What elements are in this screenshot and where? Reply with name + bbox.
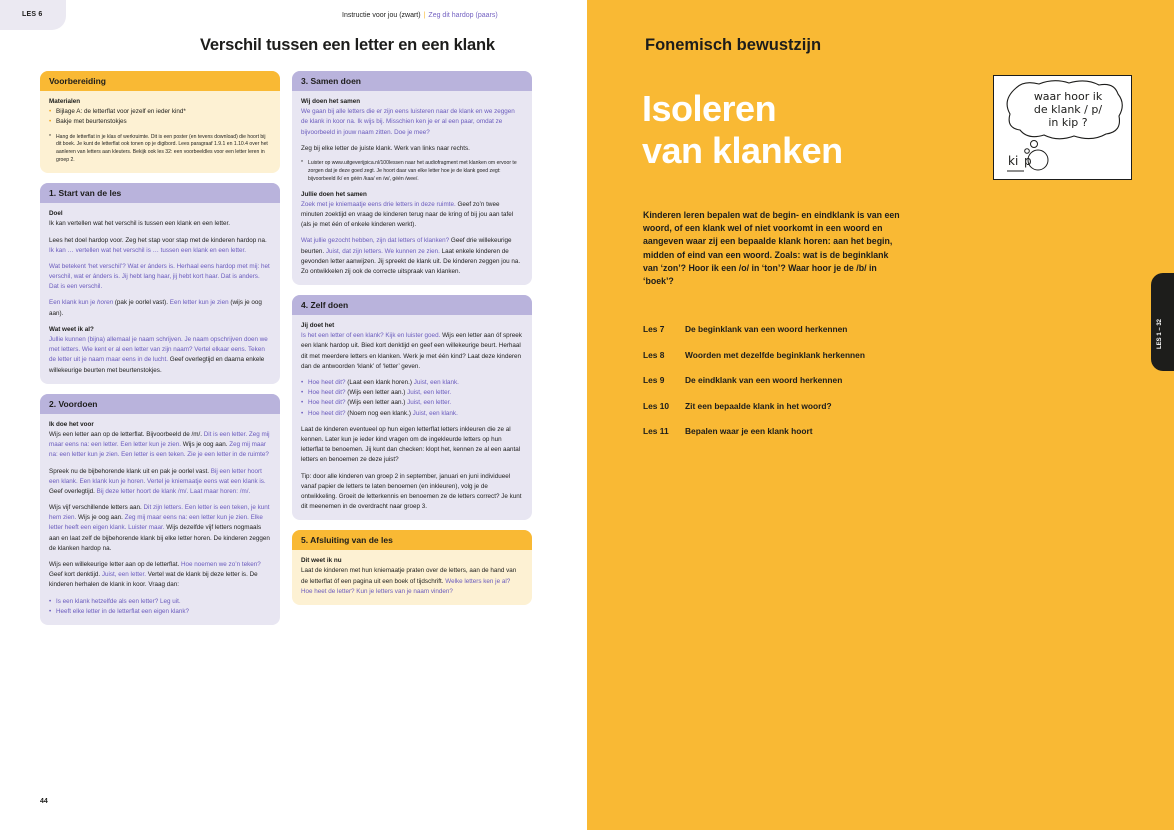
materials-list — [49, 107, 271, 127]
list-item: • Heeft elke letter in de letterflat een eigen klank? — [49, 607, 271, 617]
voordoen-title: 2. Voordoen — [40, 394, 280, 414]
lesson-row: Les 9 De eindklank van een woord herkennen — [643, 375, 843, 385]
legend-purple: Zeg dit hardop (paars) — [428, 12, 498, 19]
lesson-row: Les 7 De beginklank van een woord herkennen — [643, 324, 848, 334]
speech-bubble-illustration — [993, 75, 1132, 180]
samen-title: 3. Samen doen — [292, 71, 532, 91]
start-box: 1. Start van de les Doel Ik kan vertellen wat het verschil is tussen een klank en een letter. Lees het doel hardop voor. Zeg het stap voor stap met de kinderen hardop na. Ik kan … vertellen wat het verschil is … tussen een klank en een letter. Wat betekent ‘het verschil’? Wat er ánders is. Herhaal eens hardop met mij: het verschil, wat er ánders is. Jij hebt lang haar, jij hebt kort haar. Dat is anders. Dat is een verschil. Een klank kun je horen (pak je oorlel vast). Een letter kun je zien (wijs je oog aan). Wat weet ik al? Jullie kunnen (bijna) allemaal je naam schrijven. Je naam opschrijven doen we met letters. Wie kent er al een letter van zijn naam? Vertel elkaar eens. Teken de letter uit je naam maar eens in de lucht. Geef overlegtijd en daarna enkele willekeurige beurten met beurtenstokjes. — [40, 183, 280, 384]
intro-text: Kinderen leren bepalen wat de begin- en eindklank is van een woord, of een klank wel of niet voorkomt in een woord en aangeven waar zij een bepaalde klank horen: aan het begin, midden of eind van een woord. Zoals: wat is de beginklank van ‘zon’? Hoor ik een /o/ in ‘ton’? Waar hoor je de /b/ in ‘boek’? — [643, 210, 900, 286]
lesson-row: Les 10 Zit een bepaalde klank in het woord? — [643, 400, 832, 411]
list-item: • Hoe heet dit? (Wijs een letter aan.) Juist, een letter. — [301, 398, 523, 408]
samen-box: 3. Samen doen Wij doen het samen We gaan bij alle letters die er zijn eens luisteren naar de klank en we zeggen de klank in koor na. Ik wijs bij. Misschien ken je er al een paar, omdat ze bijvoorbeeld in jouw naam zitten. Doe je mee? Zeg bij elke letter de juiste klank. Werk van links naar rechts. * Luister op www.uitgeverijpica.nl/100lessen naar het audiofragment met klanken om ervoor te zorgen dat je deze goed zegt. Je hoort daar van elke letter hoe je de klank goed zegt: bijvoorbeeld /k/ en géén /kaa/ en /w/, géén /wee/. Jullie doen het samen Zoek met je kniemaatje eens drie letters in deze ruimte. Geef zo’n twee minuten zoektijd en vraag de kinderen terug naar de kring of bij jou aan tafel (als je met één of enkele kinderen werkt). Wat jullie gezocht hebben, zijn dat letters of klanken? Geef drie willekeurige beurten. Juist, dat zijn letters. We kunnen ze zien. Laat enkele kinderen de gevonden letter aanwijzen. Jij spreekt de klank uit. De kinderen zeggen jou na. Zo ontwikkelen zij ook de correcte uitspraak van klanken. — [292, 71, 532, 285]
lesson-row: Les 11 Bepalen waar je een klank hoort — [643, 426, 813, 436]
lesson-row: Les 8 Woorden met dezelfde beginklank herkennen — [643, 349, 865, 360]
chapter-side-tab: LES 1 – 32 — [1151, 273, 1174, 371]
afsluiting-box: 5. Afsluiting van de les Dit weet ik nu Laat de kinderen met hun kniemaatje praten over de letters, aan de hand van de letterflat óf een pagina uit een boek of tijdschrift. Welke letters ken je al? Hoe heet de letter? Kun je letters van je naam vinden? — [292, 530, 532, 605]
voorbereiding-box — [40, 71, 280, 173]
page-number: 44 — [40, 798, 48, 805]
preparation-note: * Hang de letterflat in je klas of werkruimte. Dit is een poster (en tevens download) die hoort bij dit boek. Je kunt de letterflat ook tonen op je digibord. Lees paragraaf 1.9.1 en 1.10.4 over het aanleren van letters aan kleuters. Bekijk ook les 32: een voorbeeldles voor een letter leren in groep 2. — [49, 134, 271, 166]
legend-header — [342, 12, 498, 19]
list-item: • Bijlage A: de letterflat voor jezelf en ieder kind* — [49, 107, 271, 117]
les-tab: LES 6 — [0, 0, 66, 30]
audio-note: * Luister op www.uitgeverijpica.nl/100lessen naar het audiofragment met klanken om ervoor te zorgen dat je deze goed zegt. Je hoort daar van elke letter hoe je de klank goed zegt: bijvoorbeeld /k/ en géén /kaa/ en /w/, géén /wee/. — [301, 160, 523, 184]
left-column — [40, 71, 280, 635]
know-label: Wat weet ik al? — [49, 325, 94, 333]
list-item: • Hoe heet dit? (Noem nog een klank.) Juist, een klank. — [301, 409, 523, 419]
section-label: Fonemisch bewustzijn — [645, 36, 822, 54]
materials-label: Materialen — [49, 98, 81, 105]
kip-word: ki p — [1008, 154, 1032, 168]
list-item: • Bakje met beurtenstokjes — [49, 117, 271, 127]
afsluiting-title: 5. Afsluiting van de les — [292, 530, 532, 550]
legend-separator: | — [423, 12, 426, 19]
right-page — [587, 0, 1174, 830]
page-title: Verschil tussen een letter en een klank — [200, 36, 495, 54]
voordoen-box: 2. Voordoen Ik doe het voor Wijs een letter aan op de letterflat. Bijvoorbeeld de /m/. Dit is een letter. Zeg mij maar eens na: een letter. Een letter kun je zien. Wijs je oog aan. Zeg mij maar na: een letter kun je zien. Een letter is een teken. Zie je een letter in de ruimte? Spreek nu de bijbehorende klank uit en pak je oorlel vast. Bij een letter hoort een klank. Een klank kun je horen. Vertel je kniemaatje eens wat een klank is. Geef overlegtijd. Bij deze letter hoort de klank /m/. Laat maar horen: /m/. Wijs vijf verschillende letters aan. Dit zijn letters. Een letter is een teken, je kunt hem zien. Wijs je oog aan. Zeg mij maar eens na: een letter kun je zien. Elke letter heeft een eigen klank. Luister maar. Wijs dezelfde vijf letters nogmaals aan en laat zelf de bijbehorende klank bij elke letter horen. De kinderen zeggen de klanken hardop na. Wijs een willekeurige letter aan op de letterflat. Hoe noemen we zo’n teken? Geef kort denktijd. Juist, een letter. Vertel wat de klank bij deze letter is. De kinderen herhalen de klank in koor. Vraag dan: • Is een klank hetzelfde als een letter? Leg uit. • Heeft elke letter in de letterflat een eigen klank? — [40, 394, 280, 625]
question-list — [49, 597, 271, 617]
legend-black: Instructie voor jou (zwart) — [342, 12, 421, 19]
zelf-title: 4. Zelf doen — [292, 295, 532, 315]
doel-label: Doel — [49, 210, 63, 218]
list-item: • Hoe heet dit? (Laat een klank horen.) Juist, een klank. — [301, 378, 523, 388]
lesson-list — [643, 324, 865, 452]
zelf-box: 4. Zelf doen Jij doet het Is het een letter of een klank? Kijk en luister goed. Wijs een letter aan óf spreek een klank hardop uit. Bied kort denktijd en geef een willekeurige beurt. Herhaal dit met meerdere letters en klanken. Werk je met één kind? Laat deze kinderen dan de antwoorden ‘klank’ of ‘letter’ geven. • Hoe heet dit? (Laat een klank horen.) Juist, een klank. • Hoe heet dit? (Wijs een letter aan.) Juist, een letter. • Hoe heet dit? (Wijs een letter aan.) Juist, een letter. • Hoe heet dit? (Noem nog een klank.) Juist, een klank. Laat de kinderen eventueel op hun eigen letterflat letters inkleuren die ze al kennen. Later kun je ieder kind vragen om de ingekleurde letters op hun letterflat te benoemen. Jij kunt dan checken: klopt het, kennen ze al een aantal letters en benoemen ze deze juist? Tip: door alle kinderen van groep 2 in september, januari en juni individueel vanaf papier de letters te laten benoemen (en inkleuren), volg je de ontwikkeling. Groeit de letterkennis en benoemen ze de letters correct? Je kunt dit meenemen in de overdracht naar groep 3. — [292, 295, 532, 520]
start-title: 1. Start van de les — [40, 183, 280, 203]
middle-column — [292, 71, 532, 615]
voorbereiding-title: Voorbereiding — [40, 71, 280, 91]
question-list — [301, 378, 523, 419]
bubble-text: waar hoor ik de klank / p/ in kip ? — [1033, 90, 1103, 129]
list-item: • Hoe heet dit? (Wijs een letter aan.) Juist, een letter. — [301, 388, 523, 398]
chapter-title: Isoleren van klanken — [642, 88, 843, 171]
doel-text: Ik kan vertellen wat het verschil is tussen een klank en een letter. — [49, 220, 230, 228]
list-item: • Is een klank hetzelfde als een letter? Leg uit. — [49, 597, 271, 607]
